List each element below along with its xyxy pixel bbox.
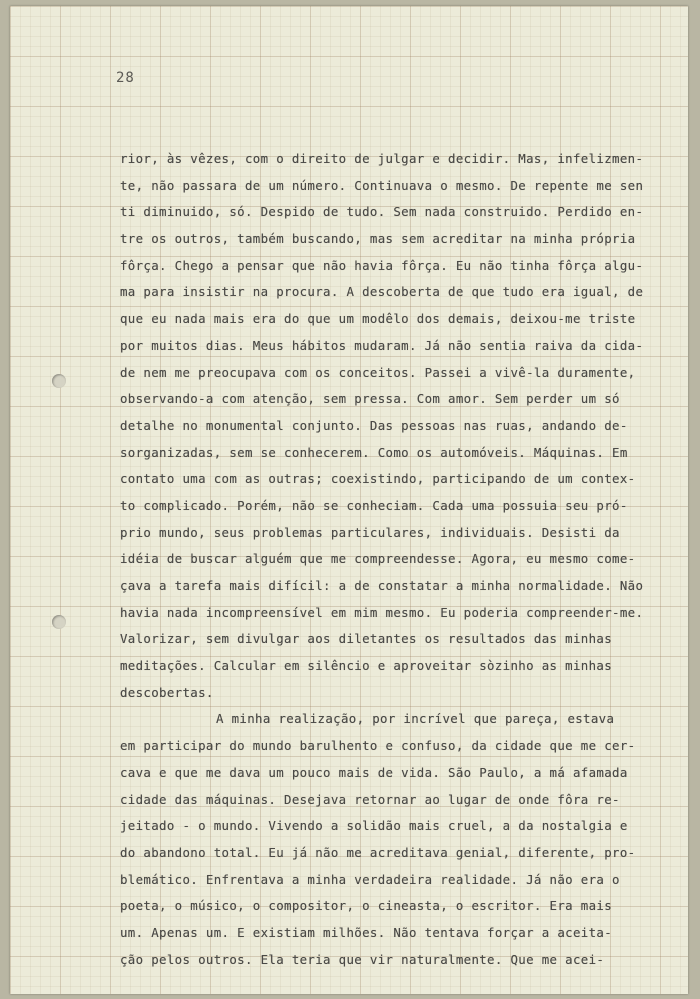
text-line: jeitado - o mundo. Vivendo a solidão mais cruel, a da nostalgia e	[120, 818, 628, 834]
paragraph-start-line: A minha realização, por incrível que pareça, estava	[216, 711, 615, 727]
text-line: poeta, o músico, o compositor, o cineasta, o escritor. Era mais	[120, 898, 613, 914]
text-line: rior, às vêzes, com o direito de julgar e decidir. Mas, infelizmen-	[120, 151, 644, 166]
text-line: em participar do mundo barulhento e confuso, da cidade que me cer-	[120, 738, 636, 754]
text-line: idéia de buscar alguém que me compreendesse. Agora, eu mesmo come-	[120, 551, 636, 567]
text-line: havia nada incompreensível em mim mesmo. Eu poderia compreender-me.	[120, 604, 644, 620]
text-line: te, não passara de um número. Continuava o mesmo. De repente me sen	[120, 177, 644, 193]
text-line: cava e que me dava um pouco mais de vida. São Paulo, a má afamada	[120, 764, 628, 780]
text-line: de nem me preocupava com os conceitos. Passei a vivê-la duramente,	[120, 364, 636, 380]
text-line: cidade das máquinas. Desejava retornar ao lugar de onde fôra re-	[120, 791, 620, 807]
text-line: que eu nada mais era do que um modêlo dos demais, deixou-me triste	[120, 311, 636, 327]
text-line: detalhe no monumental conjunto. Das pessoas nas ruas, andando de-	[120, 417, 628, 433]
text-line: prio mundo, seus problemas particulares, individuais. Desisti da	[120, 524, 620, 540]
text-line: fôrça. Chego a pensar que não havia fôrça. Eu não tinha fôrça algu-	[120, 257, 644, 273]
page-number: 28	[116, 70, 135, 86]
punch-hole-lower	[52, 615, 66, 629]
text-line: por muitos dias. Meus hábitos mudaram. Já não sentia raiva da cida-	[120, 337, 644, 353]
text-line: contato uma com as outras; coexistindo, participando de um contex-	[120, 471, 636, 487]
text-line: descobertas.	[120, 684, 214, 700]
text-line: ti diminuido, só. Despido de tudo. Sem nada construido. Perdido en-	[120, 204, 644, 220]
text-line: do abandono total. Eu já não me acreditava genial, diferente, pro-	[120, 844, 636, 860]
text-line: ma para insistir na procura. A descoberta de que tudo era igual, de	[120, 284, 644, 300]
text-line: Valorizar, sem divulgar aos diletantes os resultados das minhas	[120, 631, 613, 647]
text-line: to complicado. Porém, não se conheciam. Cada uma possuia seu pró-	[120, 497, 628, 513]
text-line: observando-a com atenção, sem pressa. Com amor. Sem perder um só	[120, 391, 620, 407]
typewritten-page	[10, 6, 688, 994]
text-line: um. Apenas um. E existiam milhões. Não tentava forçar a aceita-	[120, 924, 613, 940]
text-line: sorganizadas, sem se conhecerem. Como os automóveis. Máquinas. Em	[120, 444, 628, 460]
text-line: blemático. Enfrentava a minha verdadeira realidade. Já não era o	[120, 871, 620, 887]
punch-hole-upper	[52, 374, 66, 388]
text-line: ção pelos outros. Ela teria que vir naturalmente. Que me acei-	[120, 951, 605, 967]
text-line: çava a tarefa mais difícil: a de constatar a minha normalidade. Não	[120, 578, 644, 593]
text-line: meditações. Calcular em silêncio e aproveitar sòzinho as minhas	[120, 658, 613, 674]
text-line: tre os outros, também buscando, mas sem acreditar na minha própria	[120, 231, 636, 247]
body-text	[120, 146, 658, 973]
